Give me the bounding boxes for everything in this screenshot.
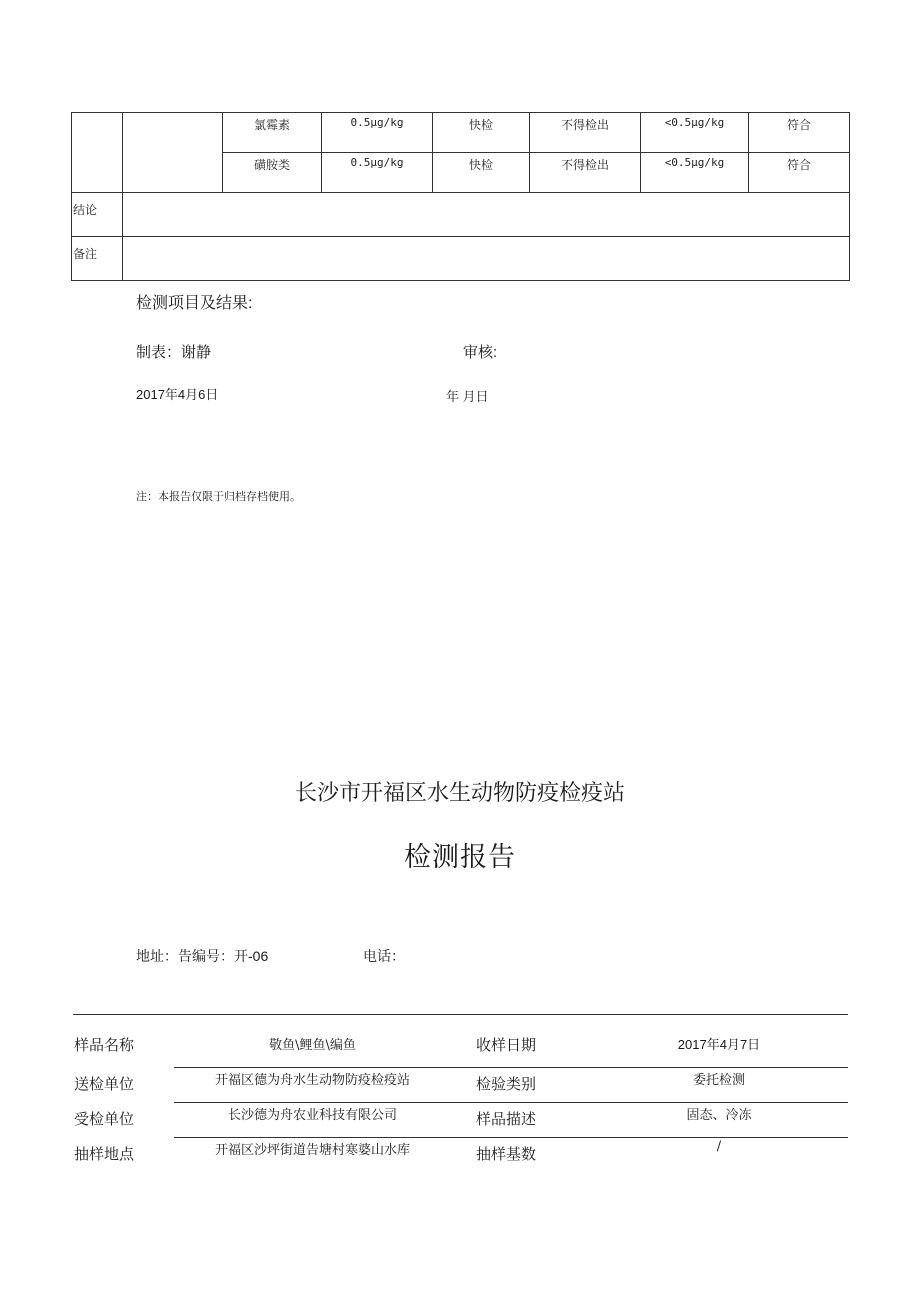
receive-date-label: 收样日期 <box>476 1037 537 1054</box>
sampling-base-label: 抽样基数 <box>476 1146 537 1163</box>
judgement-value: 符合 <box>786 158 811 172</box>
sample-desc-label: 样品描述 <box>476 1111 537 1128</box>
method-value: 快检 <box>468 158 493 172</box>
judgement-value: 符合 <box>786 118 811 132</box>
conclusion-cell <box>123 193 850 237</box>
divider <box>174 1102 848 1103</box>
limit-value: 0.5μg/kg <box>350 156 404 169</box>
table-row <box>72 113 850 153</box>
remarks-cell <box>123 237 850 281</box>
result-value: <0.5μg/kg <box>664 116 725 129</box>
sampling-site-label: 抽样地点 <box>74 1146 135 1163</box>
reviewer-date: 年 月日 <box>446 389 489 404</box>
divider <box>73 1014 848 1015</box>
conclusion-row <box>72 193 850 237</box>
maker-signature: 制表：谢静 <box>136 344 212 361</box>
item-name: 磺胺类 <box>253 158 290 172</box>
divider <box>174 1067 848 1068</box>
blank-cell <box>123 113 223 193</box>
method-value: 快检 <box>468 118 493 132</box>
sampling-site-value: 开福区沙坪街道告塘村寒婆山水库 <box>214 1143 410 1158</box>
report-title: 检测报告 <box>404 842 516 872</box>
result-value: <0.5μg/kg <box>664 156 725 169</box>
phone-label: 电话： <box>363 948 405 964</box>
blank-cell <box>72 113 123 193</box>
sample-name-label: 样品名称 <box>74 1037 135 1054</box>
inspection-type-label: 检验类别 <box>476 1076 537 1093</box>
inspection-type-value: 委托检测 <box>692 1073 745 1088</box>
organization-name: 长沙市开福区水生动物防疫检疫站 <box>294 780 625 805</box>
limit-value: 0.5μg/kg <box>350 116 404 129</box>
address-line: 地址：告编号：开-06 <box>136 948 269 964</box>
sample-name-value: 敬鱼\鲤鱼\编鱼 <box>269 1038 356 1053</box>
sample-desc-value: 固态、冷冻 <box>686 1108 752 1123</box>
conclusion-label: 结论 <box>73 203 98 217</box>
remarks-row <box>72 237 850 281</box>
maker-date: 2017年4月6日 <box>136 387 219 402</box>
client-label: 受检单位 <box>74 1111 135 1128</box>
results-table <box>71 112 850 281</box>
submitter-label: 送检单位 <box>74 1076 135 1093</box>
sampling-base-value: / <box>716 1139 722 1154</box>
submitter-value: 开福区德为舟水生动物防疫检疫站 <box>214 1073 410 1088</box>
item-name: 氯霉素 <box>253 118 290 132</box>
footnote: 注：本报告仅限于归档存档使用。 <box>136 490 301 503</box>
client-value: 长沙德为舟农业科技有限公司 <box>227 1108 397 1123</box>
divider <box>174 1137 848 1138</box>
section-title: 检测项目及结果: <box>136 295 253 312</box>
receive-date-value: 2017年4月7日 <box>677 1037 761 1052</box>
standard-value: 不得检出 <box>560 158 609 172</box>
reviewer-signature: 审核: <box>463 344 498 361</box>
standard-value: 不得检出 <box>560 118 609 132</box>
remarks-label: 备注 <box>73 247 98 261</box>
